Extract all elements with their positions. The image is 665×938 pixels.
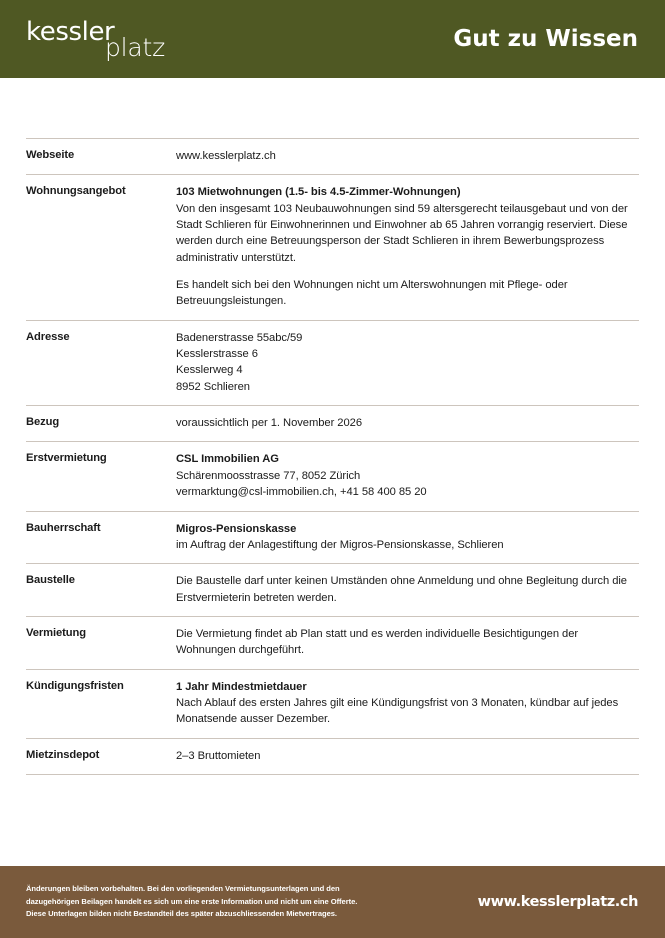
row-value [176,330,639,395]
value-line: Es handelt sich bei den Wohnungen nicht um Alterswohnungen mit Pflege- oder Betreuungsleistungen. [176,279,568,308]
value-line-emphasis: Migros-Pensionskasse [176,522,297,535]
value-paragraph [176,277,639,310]
value-line: 2–3 Bruttomieten [176,749,261,762]
row-label: Mietzinsdepot [26,748,100,761]
value-line: 8952 Schlieren [176,380,250,393]
table-row [26,563,639,616]
row-value [176,573,639,606]
footer-disclaimer-line: dazugehörigen Beilagen handelt es sich um eine erste Information und nicht um eine Offerte. [26,896,358,906]
row-label: Wohnungsangebot [26,185,126,198]
footer-disclaimer-line: Diese Unterlagen bilden nicht Bestandteil des später abzuschliessenden Mietvertrages. [26,909,337,919]
row-label: Kündigungsfristen [26,679,124,692]
value-line: Von den insgesamt 103 Neubauwohnungen sind 59 altersgerecht teilausgebaut und von der Stadt Schlieren für Einwohnerinnen und Einwohner ab 65 Jahren vorrangig reserviert. Diese werden durch eine Betreuungsperson der Stadt Schlieren in ihrem Bewerbungsprozess administrativ unterstützt. [176,202,628,264]
row-label: Bauherrschaft [26,521,101,534]
value-line: vermarktung@csl-immobilien.ch, +41 58 400 85 20 [176,486,427,499]
row-label: Bezug [26,416,60,429]
kesslerplatz-logo [26,17,206,61]
value-line: Die Vermietung findet ab Plan statt und es werden individuelle Besichtigungen der Wohnungen durchgeführt. [176,627,579,657]
row-value [176,626,639,659]
value-line: Kesslerweg 4 [176,364,243,377]
footer-disclaimer-line: Änderungen bleiben vorbehalten. Bei den vorliegenden Vermietungsunterlagen und den [26,883,340,893]
value-paragraph [176,184,639,266]
row-value [176,148,639,164]
page-header [0,0,665,78]
row-value [176,415,639,431]
document-body [0,78,665,866]
footer-disclaimer [26,883,357,921]
row-label: Baustelle [26,574,75,587]
value-line: voraussichtlich per 1. November 2026 [176,417,362,430]
table-row [26,320,639,405]
value-line: im Auftrag der Anlagestiftung der Migros-Pensionskasse, Schlieren [176,538,504,551]
row-value [176,451,639,500]
row-value [176,679,639,728]
value-line: Die Baustelle darf unter keinen Umständen ohne Anmeldung und ohne Begleitung durch die Erstvermieterin betreten werden. [176,575,627,604]
table-row [26,511,639,564]
row-label: Erstvermietung [26,452,107,465]
logo-text-kessler: kessler [26,17,115,47]
row-value [176,184,639,309]
table-row [26,441,639,510]
table-row [26,738,639,775]
value-line: Badenerstrasse 55abc/59 [176,331,303,344]
value-line-emphasis: 1 Jahr Mindestmietdauer [176,680,307,693]
table-row [26,174,639,319]
row-label: Vermietung [26,626,86,639]
value-line-emphasis: CSL Immobilien AG [176,453,279,466]
value-line: Nach Ablauf des ersten Jahres gilt eine Kündigungsfrist von 3 Monaten, kündbar auf jedes Monatsende ausser Dezember. [176,696,619,726]
page-footer [0,866,665,938]
value-line: www.kesslerplatz.ch [176,150,276,162]
value-line: Schärenmoosstrasse 77, 8052 Zürich [176,469,361,482]
table-row [26,138,639,174]
row-label: Adresse [26,330,70,343]
table-row [26,669,639,738]
logo-text-platz: platz [105,33,166,62]
page-title: Gut zu Wissen [453,26,638,52]
row-value [176,748,639,764]
table-row [26,616,639,669]
value-line-emphasis: 103 Mietwohnungen (1.5- bis 4.5-Zimmer-Wohnungen) [176,186,461,199]
table-row [26,405,639,441]
footer-website-link[interactable]: www.kesslerplatz.ch [477,894,638,910]
value-line: Kesslerstrasse 6 [176,348,258,361]
row-value [176,521,639,554]
row-label: Webseite [26,149,75,161]
info-table [26,138,639,775]
